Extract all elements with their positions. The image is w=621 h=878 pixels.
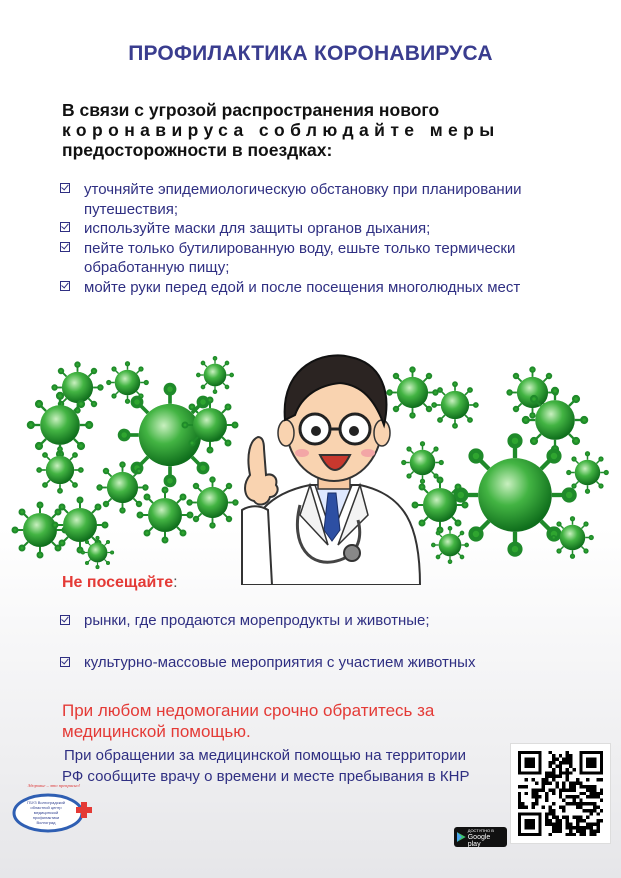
heading-colon: :: [173, 574, 178, 591]
intro-line-2: коронавируса соблюдайте меры: [62, 120, 500, 140]
virus-icon: [13, 503, 68, 558]
virus-icon: [183, 398, 238, 453]
virus-icon: [387, 367, 437, 417]
urgent-line-1: При любом недомогании срочно обратитесь за: [62, 701, 435, 720]
dont-visit-heading: [62, 574, 178, 592]
google-play-icon: [457, 832, 466, 842]
checkbox-icon: [60, 281, 70, 291]
intro-line-3: предосторожности в поездках:: [62, 140, 333, 160]
dont-visit-heading-text: Не посещайте: [62, 574, 174, 591]
urgent-notice: [62, 700, 502, 742]
logo-line: областной центр: [30, 805, 62, 810]
virus-icon: [402, 442, 443, 483]
virus-icon: [37, 447, 83, 493]
tip-text: пейте только бутилированную воду, ешьте только термически обработанную пищу;: [84, 239, 516, 276]
travel-info-line-2: РФ сообщите врачу о времени и месте пребывания в КНР: [62, 768, 470, 785]
virus-icon: [107, 362, 148, 403]
tip-text: уточняйте эпидемиологическую обстановку при планировании путешествия;: [84, 181, 522, 218]
travel-info: [62, 745, 512, 787]
virus-icon: [197, 357, 234, 394]
logo-line: медицинской: [33, 810, 59, 815]
virus-icon: [97, 462, 147, 512]
list-item: [60, 180, 560, 219]
list-item: [60, 278, 560, 298]
checkbox-icon: [60, 183, 70, 193]
logo-line: Волгоград: [36, 820, 56, 825]
virus-icon: [567, 452, 608, 493]
list-item: [60, 612, 540, 629]
virus-icon: [523, 388, 587, 452]
virus-icon: [432, 527, 469, 564]
urgent-line-2: медицинской помощью.: [62, 722, 251, 741]
virus-icon: [552, 517, 593, 558]
virus-icon: [413, 478, 468, 533]
dont-visit-text: рынки, где продаются морепродукты и животные;: [84, 612, 430, 629]
page-title: ПРОФИЛАКТИКА КОРОНАВИРУСА: [128, 42, 493, 65]
tips-list: [60, 180, 560, 297]
intro-line-1: В связи с угрозой распространения нового: [62, 100, 440, 120]
badge-big-text: Google play: [467, 833, 491, 848]
virus-icon: [187, 477, 237, 527]
list-item: [60, 239, 560, 278]
travel-info-line-1: При обращении за медицинской помощью на территории: [64, 747, 466, 764]
checkbox-icon: [60, 615, 70, 625]
virus-icon: [138, 488, 193, 543]
virus-icon: [81, 536, 113, 568]
checkbox-icon: [60, 242, 70, 252]
qr-code[interactable]: [510, 743, 611, 844]
dont-visit-text: культурно-массовые мероприятия с участием животных: [84, 654, 476, 671]
checkbox-icon: [60, 657, 70, 667]
list-item: [60, 654, 540, 671]
checkbox-icon: [60, 222, 70, 232]
tip-text: мойте руки перед едой и после посещения многолюдных мест: [84, 278, 521, 296]
google-play-badge[interactable]: [454, 827, 507, 847]
logo-slogan: Здоровье – это прекрасно!: [27, 783, 81, 788]
organization-logo: [10, 775, 100, 835]
list-item: [60, 219, 560, 239]
intro-text: [62, 100, 562, 160]
dont-visit-list: [60, 612, 540, 696]
badge-small-text: ДОСТУПНО В: [467, 827, 494, 833]
logo-line: профилактики: [32, 815, 60, 820]
logo-line: ГБУЗ Волгоградский: [27, 800, 65, 805]
virus-icon: [432, 382, 478, 428]
doctor-virus-illustration: [10, 345, 611, 585]
doctor-figure: [242, 355, 420, 585]
virus-icon: [455, 435, 574, 554]
tip-text: используйте маски для защиты органов дыхания;: [84, 220, 431, 237]
